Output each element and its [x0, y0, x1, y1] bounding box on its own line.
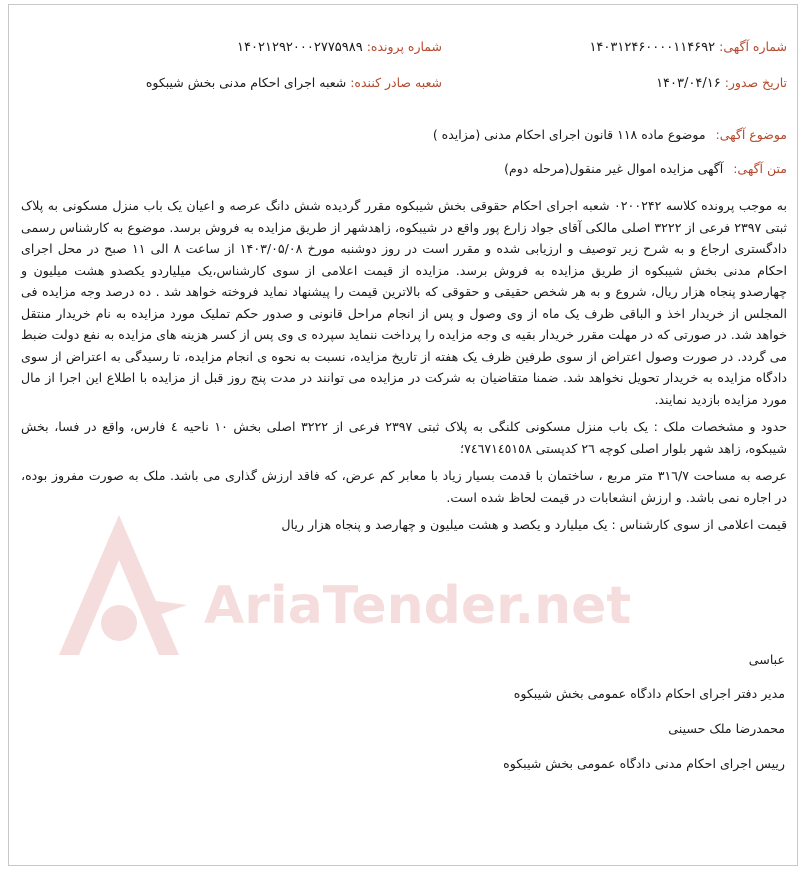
issue-date — [656, 75, 787, 91]
watermark-emblem-icon — [59, 515, 187, 655]
body-paragraph-area: عرصه به مساحت ۳۱٦/۷ متر مربع ، ساختمان با قدمت بسیار زیاد با معابر کم عرض، که فاقد ارزش گذاری می باشد. ملک به صورت مفروز بوده، در اجاره نمی باشد. و ارزش انشعابات در قیمت لحاظ شده است. — [21, 468, 787, 505]
subject-value: موضوع ماده ۱۱۸ قانون اجرای احکام مدنی (مزایده ) — [432, 127, 706, 142]
signature-title-2: رییس اجرای احکام مدنی دادگاه عمومی بخش شیبکوه — [503, 756, 785, 771]
issuer-label: شعبه صادر کننده: — [350, 75, 442, 90]
subject-label: موضوع آگهی: — [715, 127, 787, 142]
case-number — [237, 39, 442, 55]
issuer — [146, 75, 442, 90]
watermark-brand-text: AriaTender.net — [204, 576, 632, 636]
issue-date-label: تاریخ صدور: — [724, 75, 787, 90]
body-paragraph-specs: حدود و مشخصات ملک : یک باب منزل مسکونی کلنگی به پلاک ثبتی ۲۳۹۷ فرعی از ۳۲۲۲ اصلی بخش ۱۰ ناحیه ٤ فارس، واقع در فسا، بخش شیبکوه، زاهد شهر بلوار اصلی کوچه ۲٦ کدپستی ۷٤٦۷۱٤٥۱٥۸؛ — [21, 419, 788, 456]
signature-title-1: مدیر دفتر اجرای احکام دادگاه عمومی بخش شیبکوه — [513, 686, 785, 701]
notice-number-value: ۱۴۰۳۱۲۴۶۰۰۰۰۱۱۴۶۹۲ — [589, 40, 716, 55]
header-row-1 — [9, 39, 797, 63]
notice-number — [589, 39, 787, 55]
case-number-value: ۱۴۰۲۱۲۹۲۰۰۰۲۷۷۵۹۸۹ — [237, 40, 363, 55]
body-paragraph-price: قیمت اعلامی از سوی کارشناس : یک میلیارد و یکصد و هشت میلیون و چهارصد و پنجاه هزار ریال — [281, 517, 787, 532]
signature-name-1: عباسی — [748, 652, 785, 667]
notice-text-label: متن آگهی: — [733, 161, 787, 176]
case-number-label: شماره پرونده: — [366, 39, 442, 54]
issuer-value: شعبه اجرای احکام مدنی بخش شیبکوه — [145, 75, 347, 90]
notice-page — [8, 4, 798, 866]
issue-date-value: ۱۴۰۳/۰۴/۱۶ — [656, 76, 721, 91]
notice-body — [21, 195, 787, 536]
notice-text-value: آگهی مزایده اموال غیر منقول(مرحله دوم) — [504, 161, 724, 176]
subject — [433, 127, 787, 142]
notice-text-title — [504, 161, 787, 176]
notice-number-label: شماره آگهی: — [719, 39, 787, 54]
header-row-2 — [9, 75, 797, 99]
body-paragraph-main: به موجب پرونده کلاسه ۰۲۰۰۲۴۲ شعبه اجرای احکام حقوقی بخش شیبکوه مقرر گردیده شش دانگ عرصه و اعیان یک باب منزل مسکونی به پلاک ثبتی ۲۳۹۷ فرعی از ۳۲۲۲ اصلی مالکی آقای جواد زارع پور واقع در شیبکوه، زاهدشهر از طریق مزایده به فروش برسد. موضوع به کارشناس رسمی دادگستری ارجاع و به شرح زیر توصیف و ارزیابی شده و مقرر است در روز دوشنبه مورخ ۱۴۰۳/۰۵/۰۸ از ساعت ۸ الی ۱۱ صبح در محل اجرای احکام مدنی بخش شیبکوه از طریق مزایده به فروش برسد. مزایده از قیمت اعلامی از سوی کارشناس،یک میلیاردو یکصدو هشت میلیون و چهارصدو پنجاه هزار ریال، شروع و به هر شخص حقیقی و حقوقی که بالاترین قیمت را پیشنهاد نماید فروخته خواهد شد . ده درصد وجه مزایده فی المجلس از خریدار اخذ و الباقی ظرف یک ماه از وی وصول و پس از انجام مراحل قانونی و صدور حکم تملیک مورد مزایده به نام خریدار منتقل خواهد شد. در صورتی که در مهلت مقرر خریدار بقیه ی وجه مزایده را پرداخت ننماید سپرده ی وی پس از کسر هزینه های مزایده به نفع دولت ضبط می گردد. در صورت وصول اعتراض از سوی طرفین ظرف یک هفته از تاریخ مزایده، نسبت به نحوه ی انجام مزایده، تا رسیدگی به اعتراض از سوی دادگاه مزایده به خریدار تحویل نخواهد شد. ضمنا متقاضیان به شرکت در مزایده می توانند در مدت پنج روز قبل از مزایده با اطلاع این اجرا از مال مورد مزایده بازدید نمایند. — [21, 198, 788, 407]
signature-name-2: محمدرضا ملک حسینی — [668, 721, 785, 736]
